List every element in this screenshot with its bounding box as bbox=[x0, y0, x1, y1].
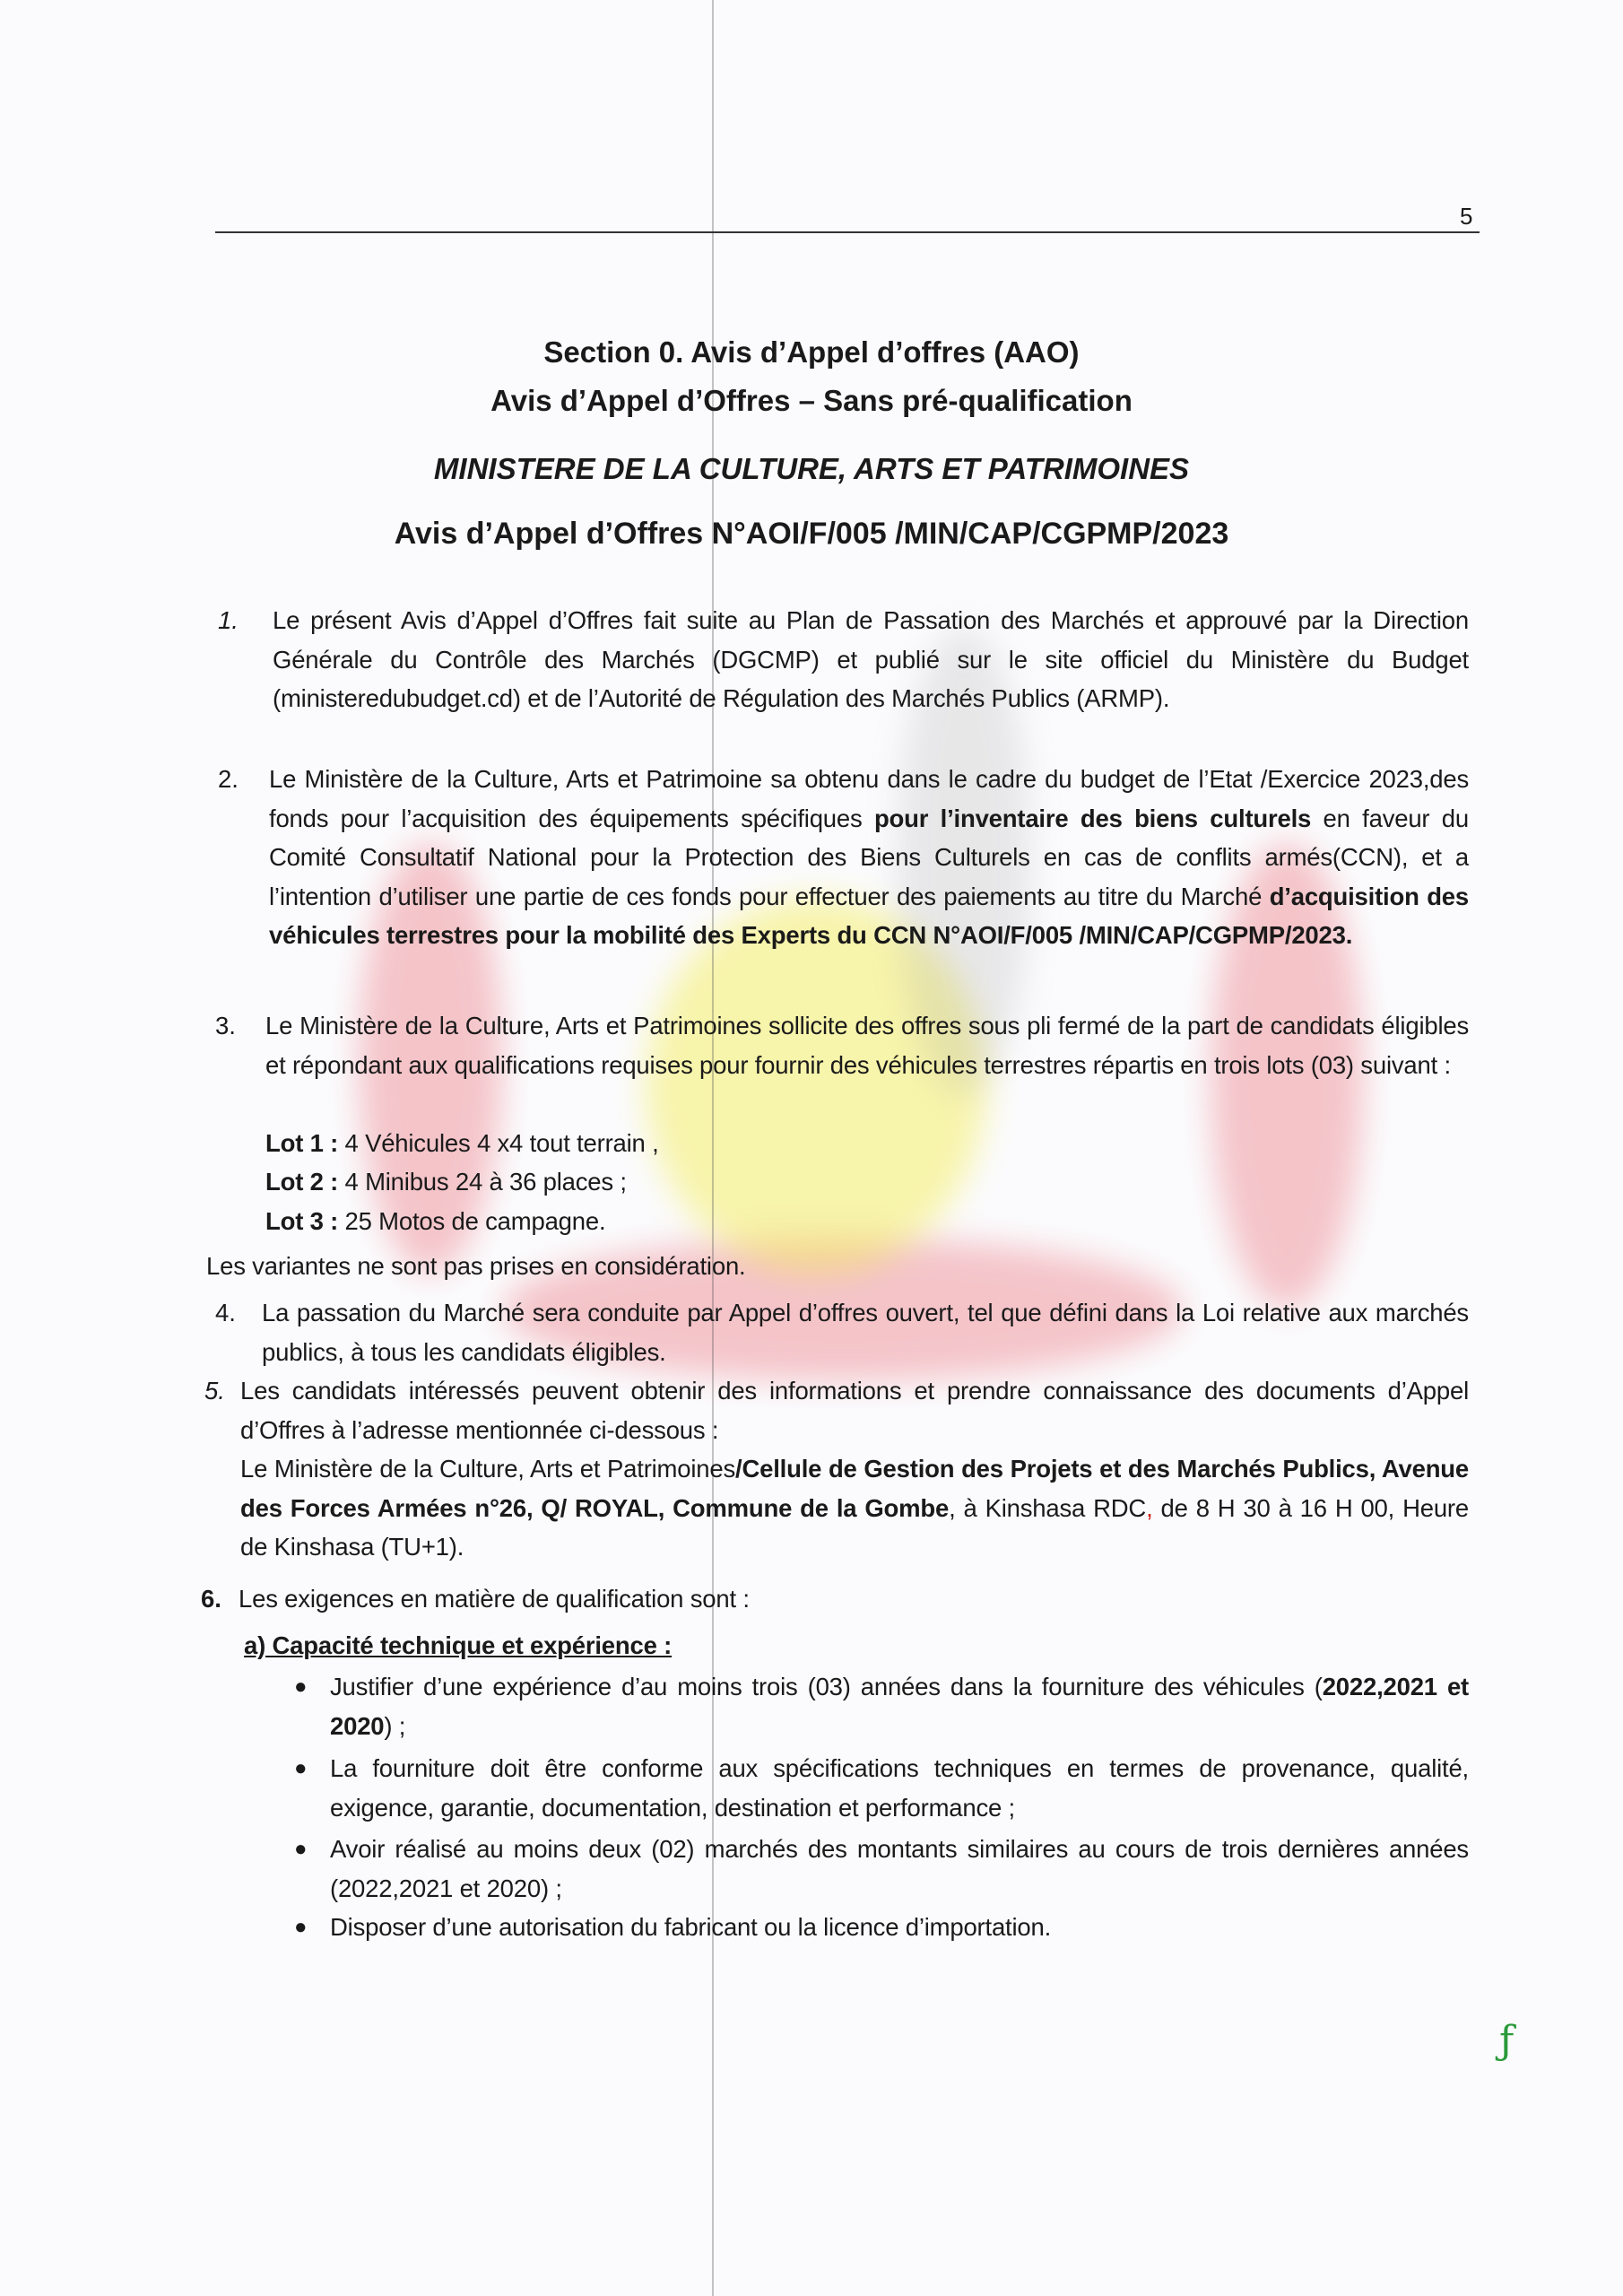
variantes-note: Les variantes ne sont pas prises en considération. bbox=[206, 1252, 746, 1280]
lot-label: Lot 2 : bbox=[265, 1168, 339, 1196]
sub-heading-technical-capacity: a) Capacité technique et expérience : bbox=[244, 1631, 673, 1659]
handwritten-initial-mark: ƒ bbox=[1499, 2018, 1515, 2064]
section-title: Section 0. Avis d’Appel d’offres (AAO) bbox=[543, 335, 1080, 369]
paragraph-2 bbox=[269, 760, 1469, 955]
lot-text: 25 Motos de campagne. bbox=[338, 1207, 606, 1235]
text: Les candidats intéressés peuvent obtenir des informations et prendre connaissance des documents d’Appel d’Offres à l’adresse mentionnée ci-dessous : bbox=[240, 1377, 1469, 1444]
bold-text: d’acquisition des véhicules terrestres pour la mobilité des Experts du CCN N°AOI/F/005 /MIN/CAP/CGPMP/2023. bbox=[269, 882, 1469, 949]
text: , à Kinshasa RDC bbox=[949, 1493, 1147, 1522]
paragraph-1: Le présent Avis d’Appel d’Offres fait suite au Plan de Passation des Marchés et approuvé par la Direction Générale du Contrôle des Marchés (DGCMP) et publié sur le site officiel du Ministère du Budget (ministeredubudget.cd) et de l’Autorité de Régulation des Marchés Publics (ARMP). bbox=[273, 606, 1469, 712]
bullet-icon: ● bbox=[294, 1756, 308, 1780]
lot-3 bbox=[265, 1202, 605, 1241]
requirement-3: Avoir réalisé au moins deux (02) marchés des montants similaires au cours de trois dernières années (2022,2021 et 2020) ; bbox=[330, 1835, 1469, 1902]
red-comma: , bbox=[1146, 1493, 1153, 1522]
lot-text: 4 Minibus 24 à 36 places ; bbox=[338, 1168, 627, 1196]
paragraph-5 bbox=[240, 1371, 1469, 1567]
bold-text: pour l’inventaire des biens culturels bbox=[873, 804, 1312, 832]
paragraph-3: Le Ministère de la Culture, Arts et Patrimoines sollicite des offres sous pli fermé de la part de candidats éligibles et répondant aux qualifications requises pour fournir des véhicules terrestres répartis en trois lots (03) suivant : bbox=[265, 1012, 1469, 1079]
requirement-4: Disposer d’une autorisation du fabricant ou la licence d’importation. bbox=[330, 1913, 1052, 1941]
item-number-5: 5. bbox=[204, 1377, 225, 1405]
paragraph-4: La passation du Marché sera conduite par Appel d’offres ouvert, tel que défini dans la Loi relative aux marchés publics, à tous les candidats éligibles. bbox=[262, 1299, 1469, 1366]
item-number-1: 1. bbox=[218, 606, 239, 634]
lot-label: Lot 1 : bbox=[265, 1129, 339, 1157]
text: Le Ministère de la Culture, Arts et Patrimoines bbox=[240, 1455, 736, 1483]
text: en faveur du Comité Consultatif National pour la Protection des Biens Culturels en cas de conflits armés(CCN), et a l’intention d’utiliser une partie de ces fonds pour effectuer des paiements au titre du Marché bbox=[269, 804, 1469, 910]
item-number-2: 2. bbox=[218, 765, 239, 793]
lot-label: Lot 3 : bbox=[265, 1207, 339, 1235]
requirement-2: La fourniture doit être conforme aux spécifications techniques en termes de provenance, qualité, exigence, garantie, documentation, destination et performance ; bbox=[330, 1754, 1469, 1822]
bold-text: 2022,2021 et 2020 bbox=[330, 1673, 1470, 1740]
item-number-4: 4. bbox=[215, 1299, 236, 1326]
item-number-3: 3. bbox=[215, 1012, 236, 1039]
text: de 8 H 30 à 16 H 00, Heure de Kinshasa (TU+1). bbox=[240, 1493, 1469, 1561]
bullet-icon: ● bbox=[294, 1674, 308, 1699]
bullet-icon: ● bbox=[294, 1915, 308, 1939]
page-number: 5 bbox=[1460, 203, 1473, 230]
ministry-title: MINISTERE DE LA CULTURE, ARTS ET PATRIMOINES bbox=[433, 452, 1190, 485]
text: Le Ministère de la Culture, Arts et Patrimoine sa obtenu dans le cadre du budget de l’Etat /Exercice 2023,des fonds pour l’acquisition des équipements spécifiques bbox=[269, 765, 1469, 832]
text: Justifier d’une expérience d’au moins trois (03) années dans la fourniture des véhicules ( bbox=[330, 1673, 1323, 1700]
lot-1 bbox=[265, 1124, 659, 1163]
paragraph-6: Les exigences en matière de qualification sont : bbox=[239, 1585, 750, 1613]
text: ) ; bbox=[384, 1711, 406, 1740]
bold-address: /Cellule de Gestion des Projets et des Marchés Publics, Avenue des Forces Armées n°26, Q/ ROYAL, Commune de la Gombe bbox=[240, 1455, 1470, 1522]
lot-2 bbox=[265, 1162, 627, 1202]
item-number-6: 6. bbox=[201, 1585, 221, 1613]
lot-text: 4 Véhicules 4 x4 tout terrain , bbox=[338, 1129, 659, 1157]
bullet-icon: ● bbox=[294, 1837, 308, 1861]
subtitle: Avis d’Appel d’Offres – Sans pré-qualification bbox=[490, 384, 1133, 417]
reference-title: Avis d’Appel d’Offres N°AOI/F/005 /MIN/CAP/CGPMP/2023 bbox=[394, 517, 1229, 551]
requirement-1 bbox=[330, 1667, 1469, 1745]
header-rule bbox=[215, 231, 1480, 233]
